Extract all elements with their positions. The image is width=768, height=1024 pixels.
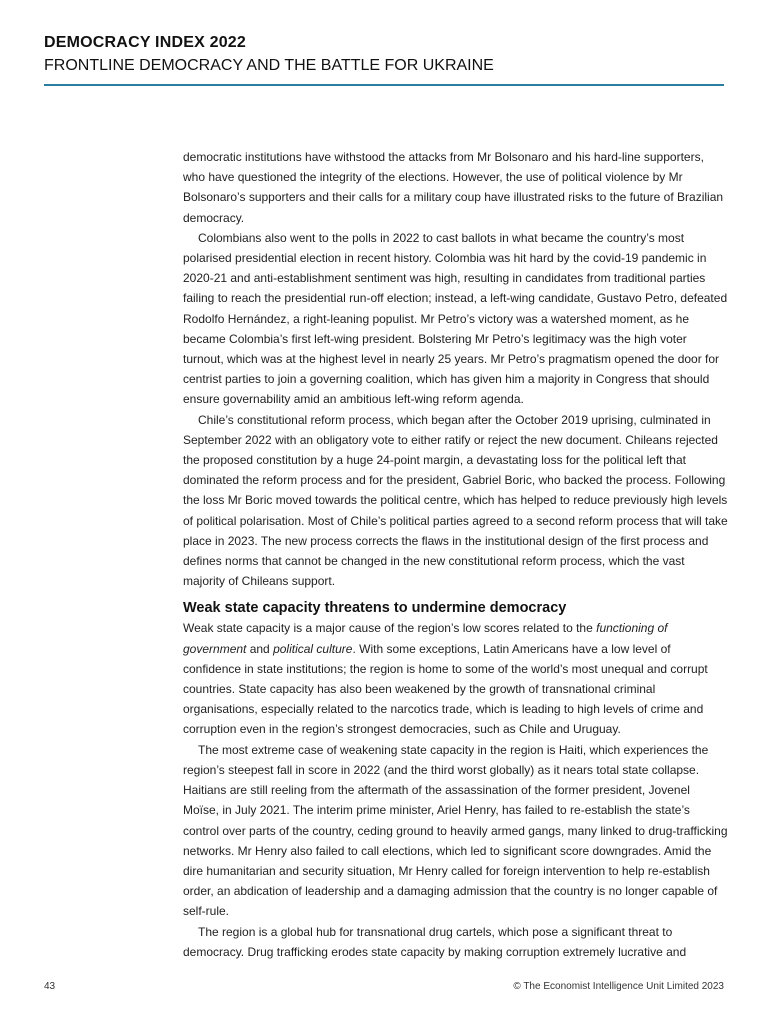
emphasis-text: political culture (273, 641, 353, 656)
paragraph: democratic institutions have withstood the attacks from Mr Bolsonaro and his hard-line supporters, who have questioned the integrity of the elections. However, the use of political violence by Mr Bolsonaro’s supporters and their calls for a military coup have illustrated risks to the future of Brazilian democracy. (183, 150, 724, 225)
section-heading: Weak state capacity threatens to undermine democracy (183, 600, 567, 617)
text-span: Weak state capacity is a major cause of the region’s low scores related to the (183, 621, 597, 636)
text-span: and (246, 641, 274, 656)
report-subtitle: FRONTLINE DEMOCRACY AND THE BATTLE FOR UKRAINE (44, 57, 494, 74)
report-title: DEMOCRACY INDEX 2022 (44, 34, 246, 51)
text-span: . With some exceptions, Latin Americans have a low level of confidence in state institutions; the region is home to some of the world’s most unequal and corrupt countries. State capacity has also been weakened by the growth of transnational criminal organisations, especially related to the narcotics trade, which is leading to high levels of crime and corruption even in the region’s strongest democracies, such as Chile and Uruguay. (183, 641, 708, 737)
paragraph: Chile’s constitutional reform process, which began after the October 2019 uprising, culminated in September 2022 with an obligatory vote to either ratify or reject the new document. Chileans rejected the proposed constitution by a huge 24-point margin, a devastating loss for the political left that dominated the reform process and for the president, Gabriel Boric, who backed the process. Following the loss Mr Boric moved towards the political centre, which has helped to reduce previously high levels of political polarisation. Most of Chile’s political parties agreed to a second reform process that will take place in 2023. The new process corrects the flaws in the institutional design of the first process and defines norms that cannot be changed in the new constitutional reform process, which the vast majority of Chileans support. (183, 412, 728, 589)
page-header (44, 32, 724, 77)
header-divider (44, 84, 724, 86)
emphasis-text: functioning of government (183, 621, 668, 656)
paragraph: Colombians also went to the polls in 2022 to cast ballots in what became the country’s most polarised presidential election in recent history. Colombia was hit hard by the covid-19 pandemic in 2020-21 and anti-establishment sentiment was high, resulting in candidates from traditional parties failing to reach the presidential run-off election; instead, a left-wing candidate, Gustavo Petro, defeated Rodolfo Hernández, a right-leaning populist. Mr Petro’s victory was a watershed moment, as he became Colombia’s first left-wing president. Bolstering Mr Petro’s legitimacy was the high voter turnout, which was at the highest level in nearly 25 years. Mr Petro’s pragmatism opened the door for centrist parties to join a governing coalition, which has given him a majority in Congress that should ensure governability amid an ambitious left-wing reform agenda. (183, 230, 728, 407)
main-text (183, 147, 728, 962)
copyright-notice: © The Economist Intelligence Unit Limited 2023 (513, 981, 724, 992)
paragraph: The region is a global hub for transnational drug cartels, which pose a significant threat to democracy. Drug trafficking erodes state capacity by making corruption extremely lucrative and (183, 924, 687, 959)
paragraph: The most extreme case of weakening state capacity in the region is Haiti, which experiences the region’s steepest fall in score in 2022 (and the third worst globally) as it nears total state collapse. Haitians are still reeling from the aftermath of the assassination of the former president, Jovenel Moïse, in July 2021. The interim prime minister, Ariel Henry, has failed to re-establish the state’s control over parts of the country, ceding ground to heavily armed gangs, many linked to drug-trafficking networks. Mr Henry also failed to call elections, which led to significant score downgrades. Amid the dire humanitarian and security situation, Mr Henry called for foreign intervention to help re-establish order, an abdication of leadership and a damaging admission that the country is no longer capable of self-rule. (183, 742, 728, 919)
paragraph (183, 618, 728, 739)
page-number: 43 (44, 981, 56, 992)
